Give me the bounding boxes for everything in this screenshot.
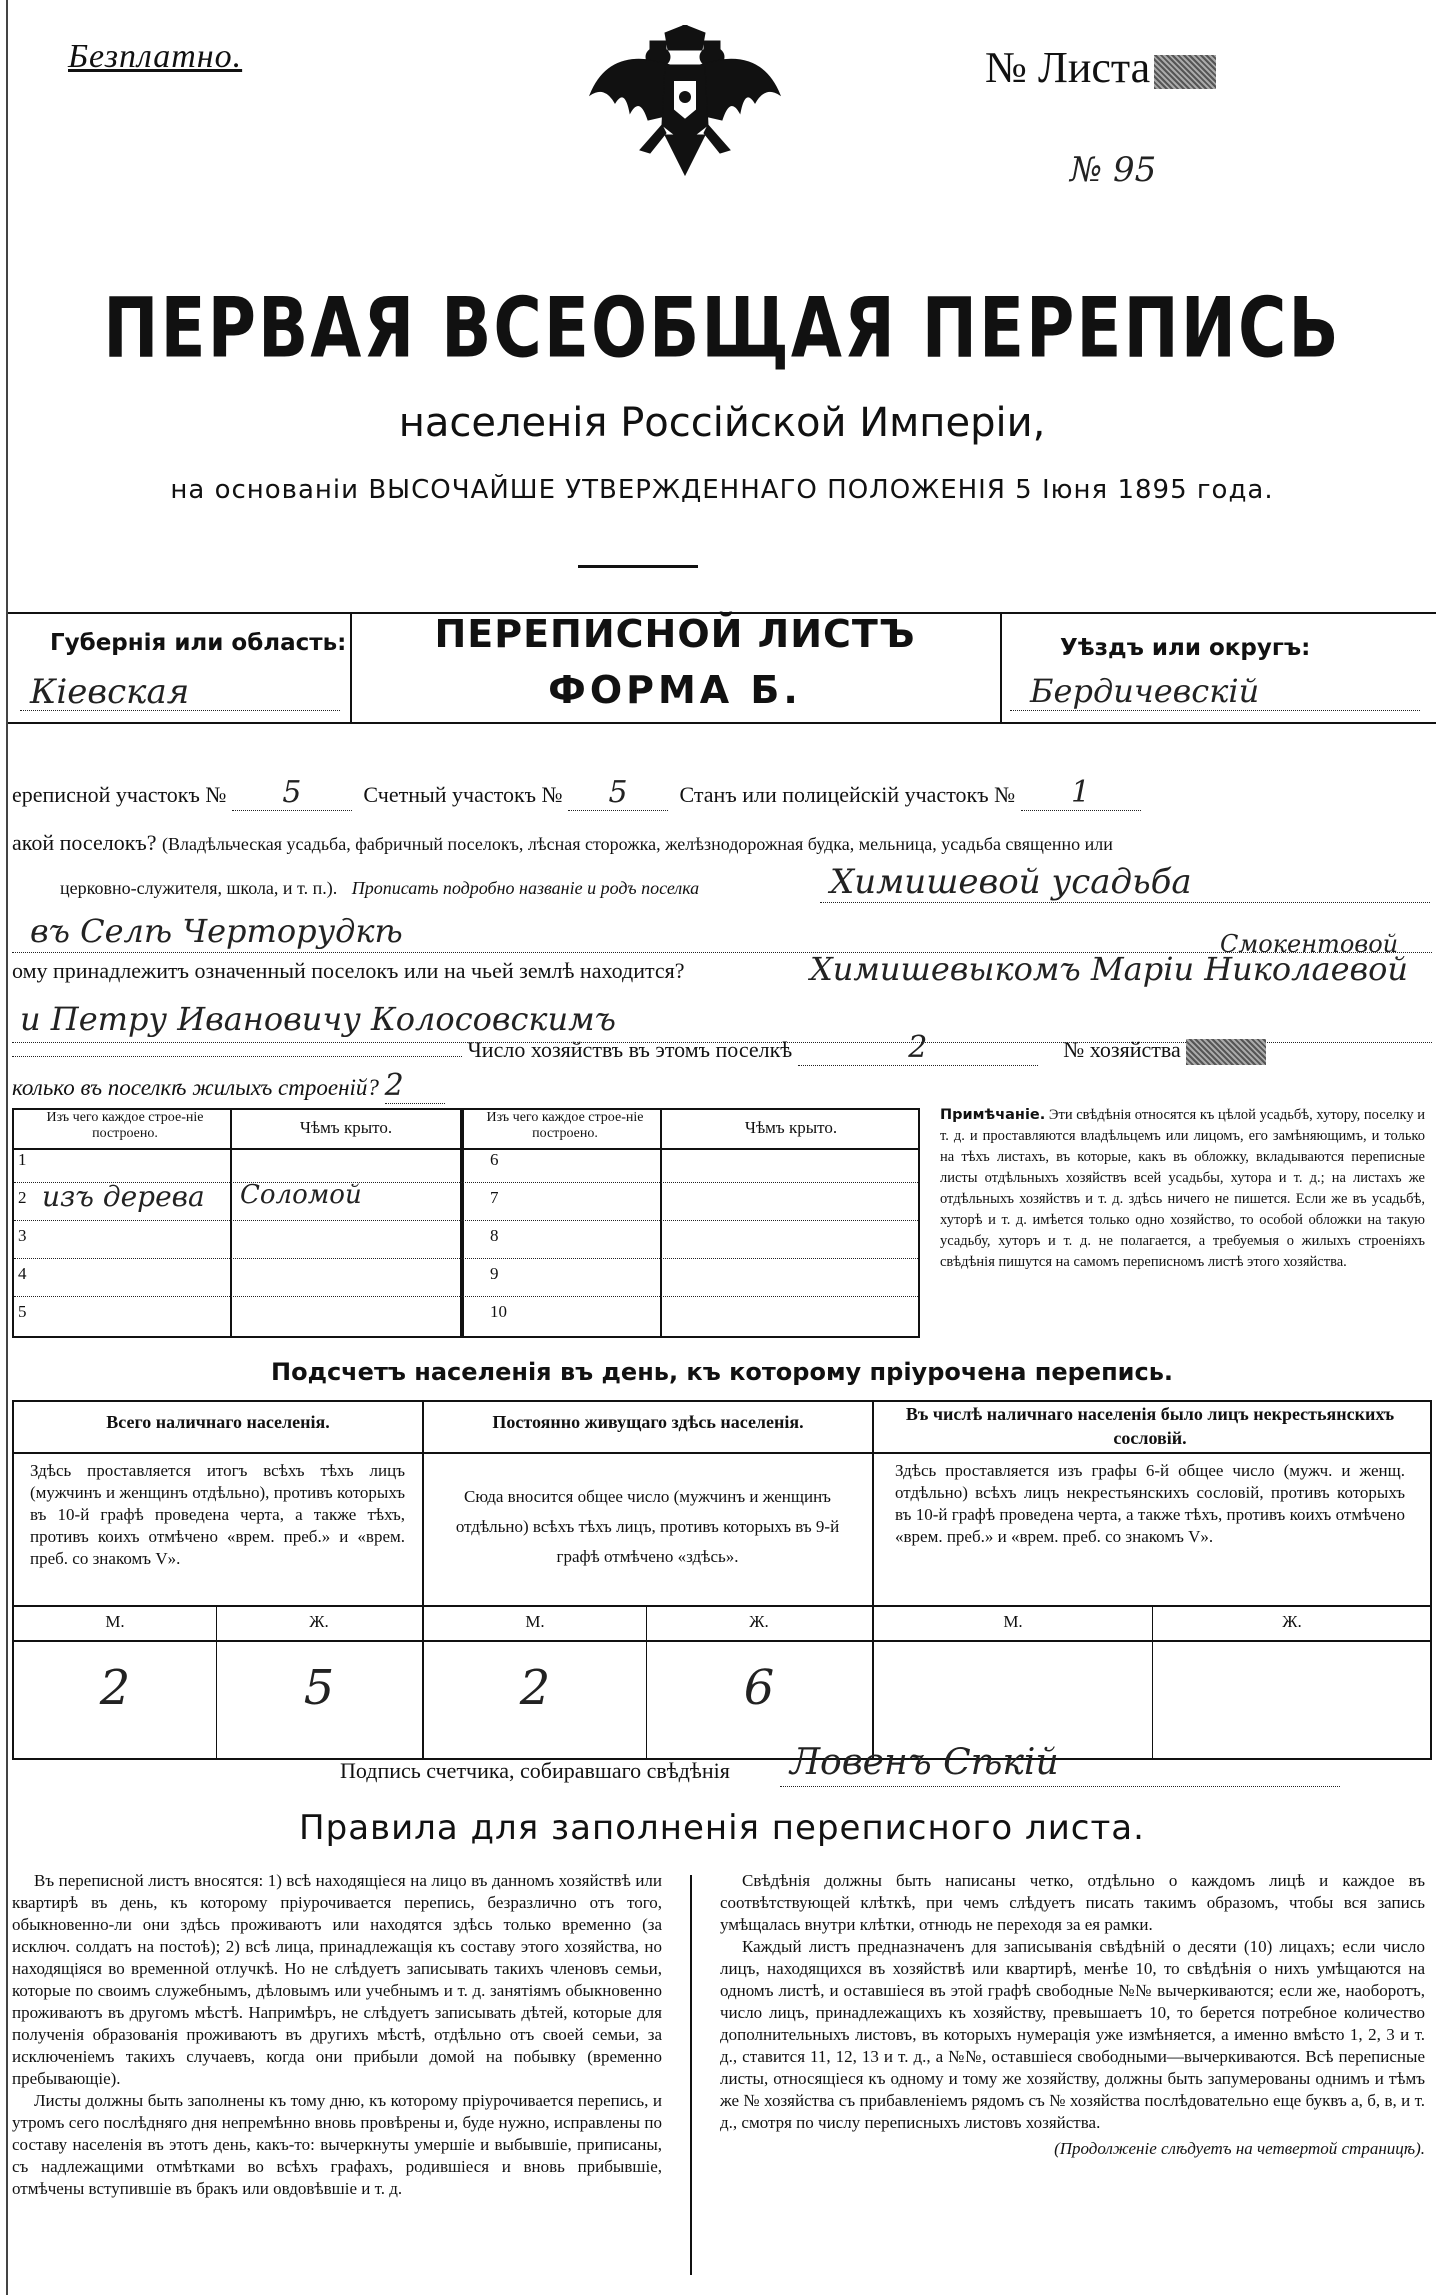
table-row-number: 2 <box>18 1188 27 1207</box>
resident-f-value: 6 <box>743 1660 775 1716</box>
population-col2-title: Постоянно живущаго здѣсь населенія. <box>492 1412 804 1432</box>
form-right-divider <box>1000 612 1002 722</box>
buildings-row <box>12 1068 445 1104</box>
buildings-col3-header: Изъ чего каждое строе-ніе построено. <box>486 1110 644 1141</box>
noncrest-f-label: Ж. <box>1282 1612 1302 1631</box>
census-area-label: ереписной участокъ № <box>12 782 227 807</box>
settlement-label: акой поселокъ? <box>12 830 157 855</box>
resident-m-label: М. <box>525 1612 545 1631</box>
sheet-title: ПЕРЕПИСНОЙ ЛИСТЪ <box>434 612 916 656</box>
ink-stamp-icon <box>1154 55 1216 89</box>
main-title: ПЕРВАЯ ВСЕОБЩАЯ ПЕРЕПИСЬ <box>103 280 1341 377</box>
noncrest-m-label: М. <box>1003 1612 1023 1631</box>
table-row-number: 8 <box>490 1226 499 1245</box>
table-row-number: 7 <box>490 1188 499 1207</box>
form-name: ФОРМА Б. <box>548 668 802 712</box>
district-value: Бердичевскій <box>1030 672 1260 710</box>
subtitle: населенія Россійской Имперіи, <box>398 400 1046 446</box>
buildings-table <box>12 1108 920 1338</box>
table-row-line <box>14 1296 918 1297</box>
present-f-label: Ж. <box>309 1612 329 1631</box>
sheet-number-label <box>985 42 1216 93</box>
population-title: Подсчетъ населенія въ день, къ которому пріурочена перепись. <box>271 1358 1173 1386</box>
province-line <box>20 710 340 711</box>
household-number-stamp <box>1186 1039 1266 1065</box>
owner-value-1: Химишевыкомъ Маріи Николаевой <box>810 950 1408 988</box>
settlement-hint-3: Прописать подробно названіе и родъ поселка <box>351 878 700 898</box>
count-area-value: 5 <box>568 775 668 811</box>
row2-roof: Соломой <box>240 1180 362 1210</box>
sheet-number-text: № Листа <box>985 43 1151 92</box>
row2-material: изъ дерева <box>42 1180 205 1213</box>
note-block <box>940 1105 1425 1273</box>
buildings-col2-header: Чѣмъ крыто. <box>299 1118 393 1137</box>
buildings-value: 2 <box>385 1068 445 1104</box>
buildings-table-mid <box>460 1108 464 1338</box>
province-value: Кіевская <box>30 672 190 712</box>
table-row-number: 5 <box>18 1302 27 1321</box>
district-label: Уѣздъ или округъ: <box>1060 635 1311 661</box>
buildings-table-col1 <box>230 1108 232 1338</box>
population-col1-title: Всего наличнаго населенія. <box>106 1412 330 1432</box>
signature-line <box>780 1786 1340 1787</box>
table-row-number: 10 <box>490 1302 507 1321</box>
rules-column-divider <box>690 1875 692 2275</box>
resident-m-value: 2 <box>519 1660 551 1716</box>
population-col3-title: Въ числѣ наличнаго населенія было лицъ некрестьянскихъ сословій. <box>905 1404 1395 1448</box>
buildings-label: колько въ поселкѣ жилыхъ строеній? <box>12 1075 379 1100</box>
owner-value-2: и Петру Ивановичу Колосовскимъ <box>20 1000 616 1038</box>
title-divider <box>578 565 698 568</box>
rules-right-paragraph-2: Каждый листъ предназначенъ для записыванія свѣдѣній о десяти (10) лицахъ; если число лицъ, находящихся въ хозяйствѣ или квартирѣ, менѣе 10, то свѣдѣнія о нихъ умѣщаются на одномъ листѣ, и оставшіеся въ этой графѣ свободные №№ вычеркиваются; если же, наоборотъ, число лицъ, принадлежащихъ къ хозяйству, превышаетъ 10, то берется потребное количество дополнительныхъ листовъ, въ которыхъ нумерація уже измѣняется, а именно вмѣсто 1, 2, 3 и т. д., ставится 11, 12, 13 и т. д., а №№, оставшіеся свободными—вычеркиваются. Всѣ переписные листы, относящіеся къ одному и тому же хозяйству, должны быть запумерованы однимъ и тѣмъ же № хозяйства съ прибавленіемъ рядомъ съ № хозяйства послѣдовательно еще буквъ а, б, в, и т. д., смотря по числу переписныхъ листовъ хозяйства. <box>720 1937 1425 2132</box>
population-col2-text: Сюда вносится общее число (мужчинъ и женщинъ отдѣльно) всѣхъ тѣхъ лицъ, противъ которыхъ въ 9-й графѣ отмѣчено «здѣсь». <box>455 1487 840 1566</box>
free-label: Безплатно. <box>68 38 243 75</box>
table-row-number: 9 <box>490 1264 499 1283</box>
rules-left-paragraph-2: Листы должны быть заполнены къ тому дню, къ которому пріурочивается перепись, и утромъ сего послѣдняго дня непремѣнно вновь провѣрены и, буде нужно, исправлены по составу населенія въ этотъ день, какъ-то: вычеркнуты умершіе и выбывшіе, приписаны, съ надлежащими отмѣтками во всѣхъ графахъ, родившіеся и вновь прибывшіе, отмѣчены вступившіе въ бракъ или овдовѣвшіе и т. д. <box>12 2091 662 2198</box>
household-number-label: № хозяйства <box>1063 1037 1181 1062</box>
imperial-eagle-icon <box>570 25 800 185</box>
rules-left-paragraph-1: Въ переписной листъ вносятся: 1) всѣ находящіеся на лицо въ данномъ хозяйствѣ или квартирѣ въ день, къ которому пріурочивается перепись, безразлично отъ того, обыкновенно-ли они здѣсь проживаютъ или находятся здѣсь только временно (за исключ. солдатъ на постоѣ); 2) всѣ лица, принадлежащія къ составу этого хозяйства, но находящіяся во временной отлучкѣ. Но не слѣдуетъ записывать такихъ членовъ семьи, которые по своимъ служебнымъ, дѣловымъ или учебнымъ и т. д. занятіямъ обыкновенно проживаютъ въ другомъ мѣстѣ. Напримѣръ, не слѣдуетъ записывать дѣтей, которые для полученія образованія проживаютъ въ другихъ мѣстѣ, отдѣльно отъ своей семьи, за исключеніемъ такихъ случаевъ, когда они прибыли домой на побывку (временно пребывающіе). <box>12 1871 662 2088</box>
count-area-label: Счетный участокъ № <box>363 782 563 807</box>
households-label: Число хозяйствъ въ этомъ поселкѣ <box>467 1037 793 1062</box>
settlement-hint: (Владѣльческая усадьба, фабричный поселокъ, лѣсная сторожка, желѣзнодорожная будка, мельница, усадьба священно или <box>162 834 1113 854</box>
buildings-col4-header: Чѣмъ крыто. <box>744 1118 838 1137</box>
population-col-divider-2 <box>872 1400 874 1760</box>
rules-left-column <box>12 1870 662 2200</box>
settlement-hint-2: церковно-служителя, школа, и т. п.). <box>60 878 338 898</box>
present-m-value: 2 <box>99 1660 131 1716</box>
present-m-label: М. <box>105 1612 125 1631</box>
population-values-line <box>12 1640 1432 1642</box>
table-row-number: 6 <box>490 1150 499 1169</box>
census-area-value: 5 <box>232 775 352 811</box>
police-value: 1 <box>1021 775 1141 811</box>
police-label: Станъ или полицейскій участокъ № <box>679 782 1016 807</box>
buildings-col1-header: Изъ чего каждое строе-ніе построено. <box>46 1110 204 1141</box>
table-row-number: 4 <box>18 1264 27 1283</box>
owner-label: ому принадлежитъ означенный поселокъ или на чьей землѣ находится? <box>12 958 685 983</box>
signature-value: Ловенъ Сѣкій <box>790 1742 1059 1783</box>
settlement-line-1 <box>820 902 1430 903</box>
population-col1-text: Здѣсь проставляется итогъ всѣхъ тѣхъ лицъ (мужчинъ и женщинъ отдѣльно), противъ которыхъ въ 10-й графѣ проведена черта, а также тѣхъ, противъ коихъ отмѣчено «врем. преб.» и «врем. преб. со знакомъ V». <box>30 1461 405 1568</box>
rules-right-paragraph-1: Свѣдѣнія должны быть написаны четко, отдѣльно о каждомъ лицѣ и каждое въ соотвѣтствующей клѣткѣ, при чемъ слѣдуетъ писать такимъ образомъ, чтобы вся запись умѣщалась внутри клѣтки, отнюдь не переходя за ея рамки. <box>720 1871 1425 1934</box>
note-title: Примѣчаніе. <box>940 1107 1046 1123</box>
households-value: 2 <box>798 1030 1038 1066</box>
form-bottom-rule <box>8 722 1436 724</box>
owner-value-above: Смокентовой <box>1220 930 1399 958</box>
settlement-value-2: въ Селѣ Черторудкѣ <box>30 912 403 950</box>
signature-label: Подпись счетчика, собиравшаго свѣдѣнія <box>340 1758 730 1783</box>
buildings-table-col3 <box>660 1108 662 1338</box>
rules-right-column <box>720 1870 1425 2160</box>
basis-line: на основаніи ВЫСОЧАЙШЕ УТВЕРЖДЕННАГО ПОЛОЖЕНІЯ 5 Іюня 1895 года. <box>170 475 1274 505</box>
resident-f-label: Ж. <box>749 1612 769 1631</box>
note-text: Эти свѣдѣнія относятся къ цѣлой усадьбѣ, хутору, поселку и т. д. и проставляются владѣльцемъ или лицомъ, его замѣняющимъ, и только на тѣхъ листахъ, въ которые, какъ въ обложку, вкладываются переписные листы отдѣльныхъ хозяйствъ всей усадьбы, хутора и т. д.; на листахъ же отдѣльныхъ хозяйствъ и т. д. здѣсь ничего не пишется. Если же въ усадьбѣ, хуторѣ и т. д. имѣется только одно хозяйство, то особой обложки на такую усадьбу, хуторъ и т. д. не полагается, а требуемыя о жилыхъ строеніяхъ свѣдѣнія пишутся на самомъ переписномъ листѣ этого хозяйства. <box>940 1107 1425 1270</box>
households-row <box>12 1030 1432 1066</box>
table-row-line <box>14 1220 918 1221</box>
table-row-line <box>14 1258 918 1259</box>
table-row-number: 3 <box>18 1226 27 1245</box>
population-header-line <box>12 1452 1432 1454</box>
settlement-row-2 <box>60 878 1440 899</box>
census-area-row <box>12 775 1432 811</box>
rules-title: Правила для заполненія переписного листа. <box>299 1808 1145 1848</box>
district-line <box>1010 710 1420 711</box>
population-col3-text: Здѣсь проставляется изъ графы 6-й общее число (мужч. и женщ. отдѣльно) всѣхъ лицъ некрестьянскихъ сословій, противъ которыхъ въ 10-й графѣ проведена черта, а также тѣхъ, противъ коихъ отмѣчено «врем. преб.» и «врем. преб. со знакомъ V». <box>895 1461 1405 1546</box>
table-row-number: 1 <box>18 1150 27 1169</box>
present-f-value: 5 <box>303 1660 335 1716</box>
sheet-number-handwritten: № 95 <box>1070 150 1157 190</box>
province-label: Губернія или область: <box>50 630 347 656</box>
buildings-table-header-line <box>12 1148 920 1150</box>
settlement-row <box>12 830 1432 856</box>
population-mf-line <box>12 1605 1432 1607</box>
settlement-value-1: Химишевой усадьба <box>830 862 1192 902</box>
rules-continued: (Продолженіе слѣдуетъ на четвертой страницѣ). <box>1054 2139 1425 2158</box>
households-lead-line <box>12 1056 462 1057</box>
